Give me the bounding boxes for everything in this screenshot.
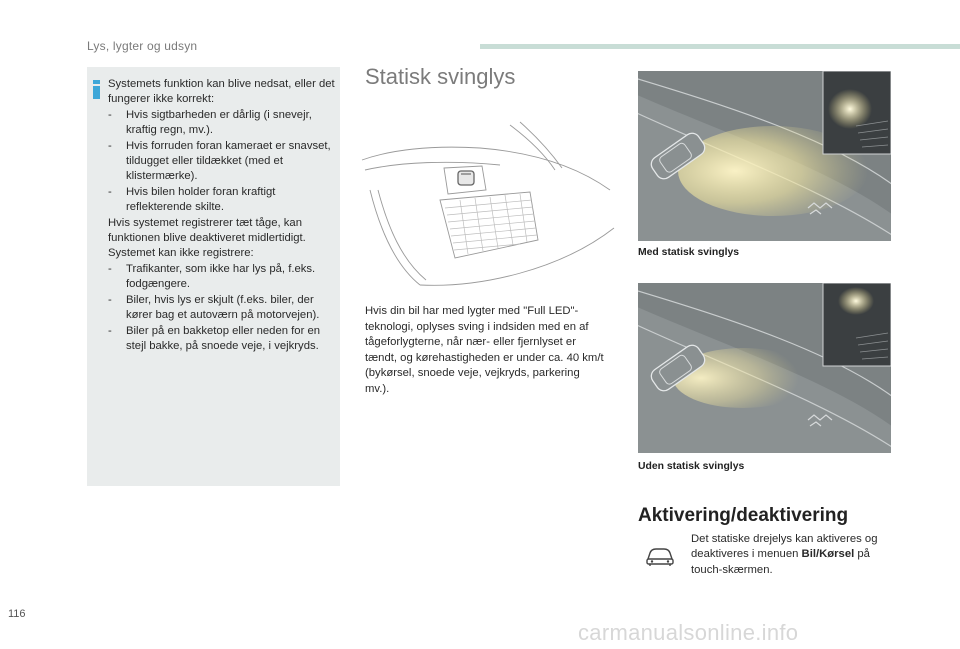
header-bar <box>480 44 960 49</box>
figure-with-cornering-light <box>638 71 891 241</box>
info-intro: Systemets funktion kan blive nedsat, eller det fungerer ikke korrekt: <box>108 78 335 106</box>
activation-text-after: på touch-skærmen. <box>691 548 870 576</box>
page-title: Statisk svinglys <box>365 64 516 89</box>
list-item: - Biler, hvis lys er skjult (f.eks. biler, der kører bag et autoværn på motorvejen). <box>108 293 336 324</box>
page-number: 116 <box>8 608 26 620</box>
activation-text-before: Det statiske drejelys kan aktiveres og deaktiveres i menuen <box>691 533 878 561</box>
list-item: - Hvis forruden foran kameraet er snavset, tildugget eller tildækket (med et klistermærke). <box>108 139 336 185</box>
info-list-conditions <box>108 108 336 216</box>
car-icon <box>645 545 675 567</box>
figure-caption-with: Med statisk svinglys <box>638 247 740 258</box>
list-item: - Trafikanter, som ikke har lys på, f.eks. fodgængere. <box>108 262 336 293</box>
activation-title: Aktivering/deaktivering <box>638 505 849 526</box>
car-front-fog-lamp-drawing <box>360 120 616 290</box>
figure-caption-without: Uden statisk svinglys <box>638 461 745 472</box>
figure-without-cornering-light <box>638 283 891 453</box>
info-text <box>108 77 336 354</box>
watermark: carmanualsonline.info <box>578 620 799 645</box>
info-fog-note: Hvis systemet registrerer tæt tåge, kan funktionen blive deaktiveret midlertidigt. <box>108 216 306 245</box>
menu-name: Bil/Kørsel <box>801 548 855 561</box>
list-item: - Hvis sigtbarheden er dårlig (i snevejr, kraftig regn, mv.). <box>108 108 336 139</box>
info-icon <box>93 80 100 99</box>
body-text: Hvis din bil har med lygter med "Full LED"-teknologi, oplyses sving i indsiden med en af tågeforlygterne, når nær- eller fjernlyset er tændt, og kørehastigheden er under ca. 40 km/t (bykørsel, snoede veje, vejkryds, parkering mv.). <box>365 305 604 395</box>
list-item: - Hvis bilen holder foran kraftigt reflekterende skilte. <box>108 185 336 216</box>
section-header: Lys, lygter og udsyn <box>87 39 198 53</box>
activation-text <box>691 532 901 578</box>
list-item: - Biler på en bakketop eller neden for en stejl bakke, på snoede veje, i vejkryds. <box>108 324 336 355</box>
info-list-undetected <box>108 262 336 354</box>
info-cannot-detect: Systemet kan ikke registrere: <box>108 247 254 260</box>
info-box <box>87 67 340 486</box>
